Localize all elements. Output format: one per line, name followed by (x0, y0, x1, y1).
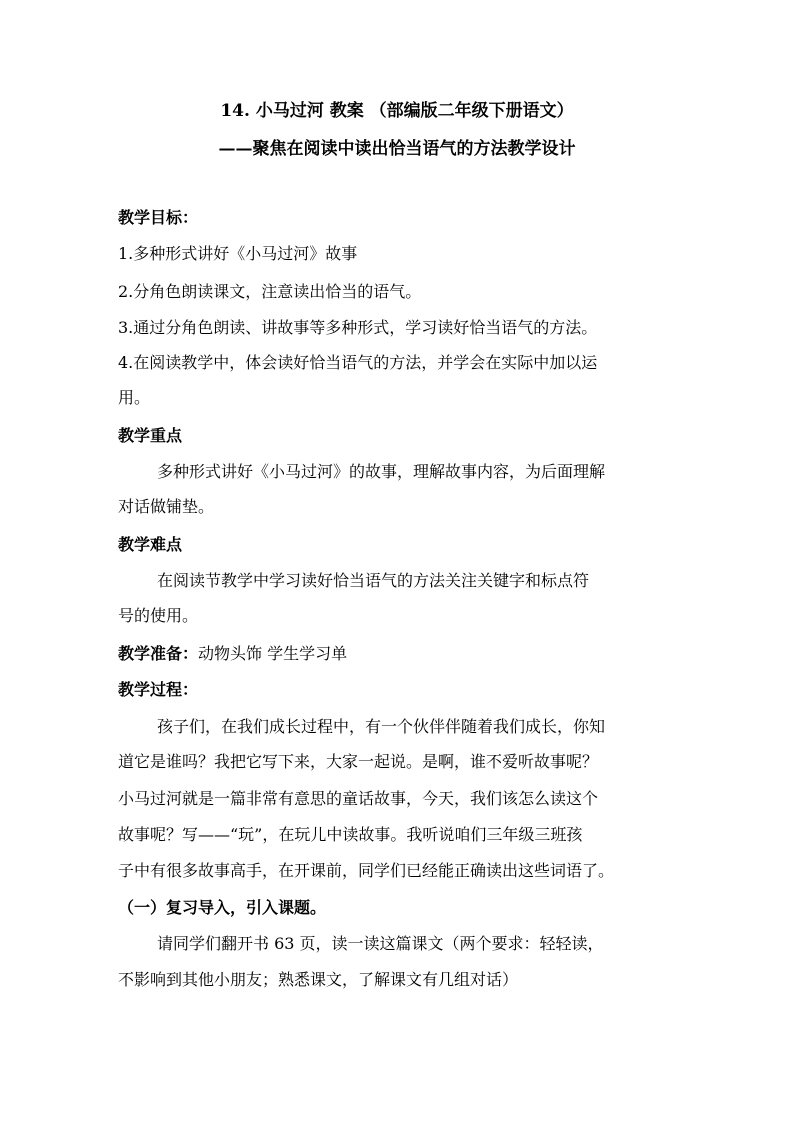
process-paragraph-line: 子中有很多故事高手，在开课前，同学们已经能正确读出这些词语了。 (118, 861, 615, 880)
difficulties-heading: 教学难点 (118, 535, 183, 554)
objective-item-1: 1.多种形式讲好《小马过河》故事 (118, 244, 358, 263)
process-paragraph-line: 孩子们，在我们成长过程中，有一个伙伴伴随着我们成长，你知 (157, 717, 606, 736)
section-review-heading: （一）复习导入，引入课题。 (118, 898, 327, 917)
key-points-text: 多种形式讲好《小马过河》的故事，理解故事内容，为后面理解 (157, 462, 606, 481)
preparation-label: 教学准备： (118, 644, 199, 663)
objective-item-3: 3.通过分角色朗读、讲故事等多种形式，学习读好恰当语气的方法。 (118, 318, 598, 337)
document-subtitle: ——聚焦在阅读中读出恰当语气的方法教学设计 (218, 139, 576, 159)
preparation-value: 动物头饰 学生学习单 (198, 644, 348, 663)
preparation-line (118, 644, 347, 664)
objectives-heading: 教学目标： (118, 208, 199, 227)
difficulties-text: 在阅读节教学中学习读好恰当语气的方法关注关键字和标点符 (157, 571, 590, 590)
difficulties-text-continued: 号的使用。 (118, 606, 199, 625)
objective-item-4-continued: 用。 (118, 388, 151, 407)
key-points-heading: 教学重点 (118, 426, 183, 445)
process-paragraph-line: 小马过河就是一篇非常有意思的童话故事，今天，我们该怎么读这个 (118, 789, 599, 808)
process-paragraph-line: 故事呢？写——“玩”，在玩儿中读故事。我听说咱们三年级三班孩 (118, 825, 583, 844)
objective-item-4: 4.在阅读教学中，体会读好恰当语气的方法，并学会在实际中加以运 (118, 353, 598, 372)
review-paragraph-line: 不影响到其他小朋友；熟悉课文，了解课文有几组对话） (118, 970, 519, 989)
process-paragraph-line: 道它是谁吗？我把它写下来，大家一起说。是啊，谁不爱听故事呢？ (118, 752, 599, 771)
document-title: 14. 小马过河 教案 （部编版二年级下册语文） (220, 101, 574, 121)
key-points-text-continued: 对话做铺垫。 (118, 497, 215, 516)
review-paragraph-line: 请同学们翻开书 63 页，读一读这篇课文（两个要求：轻轻读， (157, 934, 604, 953)
objective-item-2: 2.分角色朗读课文，注意读出恰当的语气。 (118, 282, 422, 301)
process-heading: 教学过程： (118, 680, 199, 699)
